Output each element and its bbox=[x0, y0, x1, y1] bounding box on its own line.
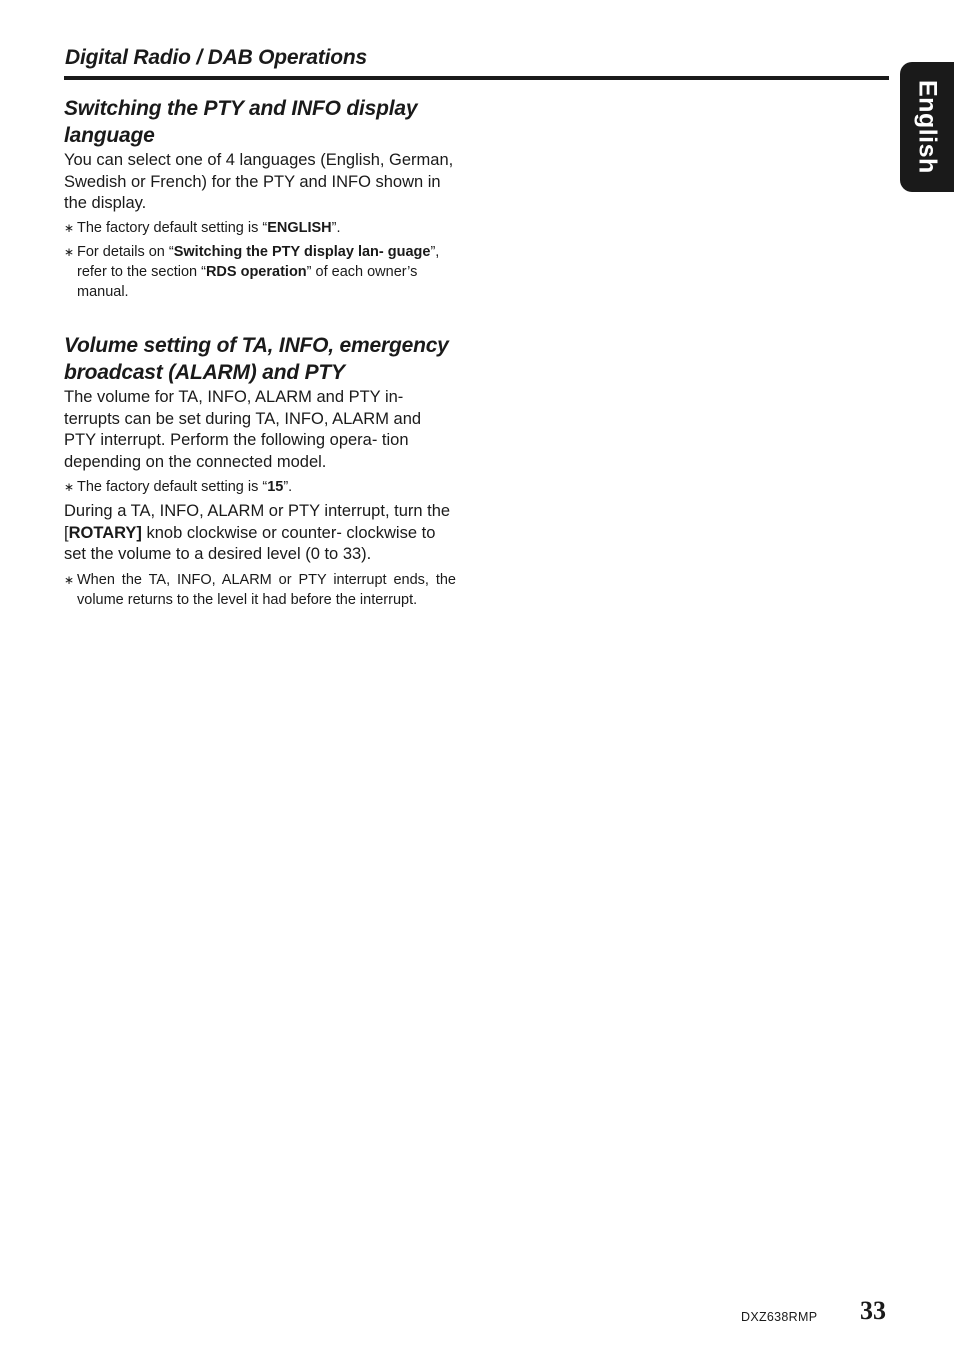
asterisk-icon: ∗ bbox=[64, 572, 75, 587]
header-divider bbox=[64, 76, 889, 80]
section-title: Switching the PTY and INFO display language bbox=[64, 97, 418, 147]
language-side-tab bbox=[900, 62, 954, 192]
page-header-title: Digital Radio / DAB Operations bbox=[65, 46, 368, 69]
asterisk-icon: ∗ bbox=[64, 479, 75, 494]
note-item: ∗ The factory default setting is “ENGLISH”. bbox=[64, 220, 341, 237]
note-item: ∗ When the TA, INFO, ALARM or PTY interrupt ends, the volume returns to the level it had before the interrupt. bbox=[64, 571, 456, 608]
section-title: Volume setting of TA, INFO, emergency broadcast (ALARM) and PTY bbox=[64, 334, 449, 384]
section-volume-setting bbox=[64, 332, 456, 610]
model-number: DXZ638RMP bbox=[741, 1310, 818, 1324]
asterisk-icon: ∗ bbox=[64, 221, 75, 236]
note-item: ∗ The factory default setting is “15”. bbox=[64, 478, 293, 495]
note-item: ∗ For details on “Switching the PTY display lan- guage”, refer to the section “RDS operation” of each owner’s manual. bbox=[64, 244, 440, 301]
language-side-tab-label: English bbox=[913, 80, 942, 174]
section-pty-info-language bbox=[64, 95, 456, 302]
section-body-instructions: During a TA, INFO, ALARM or PTY interrupt, turn the [ROTARY] knob clockwise or counter- clockwise to set the volume to a desired level (0 to 33). bbox=[64, 501, 451, 564]
asterisk-icon: ∗ bbox=[64, 245, 75, 260]
section-body: You can select one of 4 languages (English, German, Swedish or French) for the PTY and INFO shown in the display. bbox=[64, 151, 454, 213]
section-body: The volume for TA, INFO, ALARM and PTY in- terrupts can be set during TA, INFO, ALARM and PTY interrupt. Perform the following opera- tion depending on the connected model. bbox=[64, 388, 422, 472]
page-number: 33 bbox=[860, 1296, 886, 1325]
